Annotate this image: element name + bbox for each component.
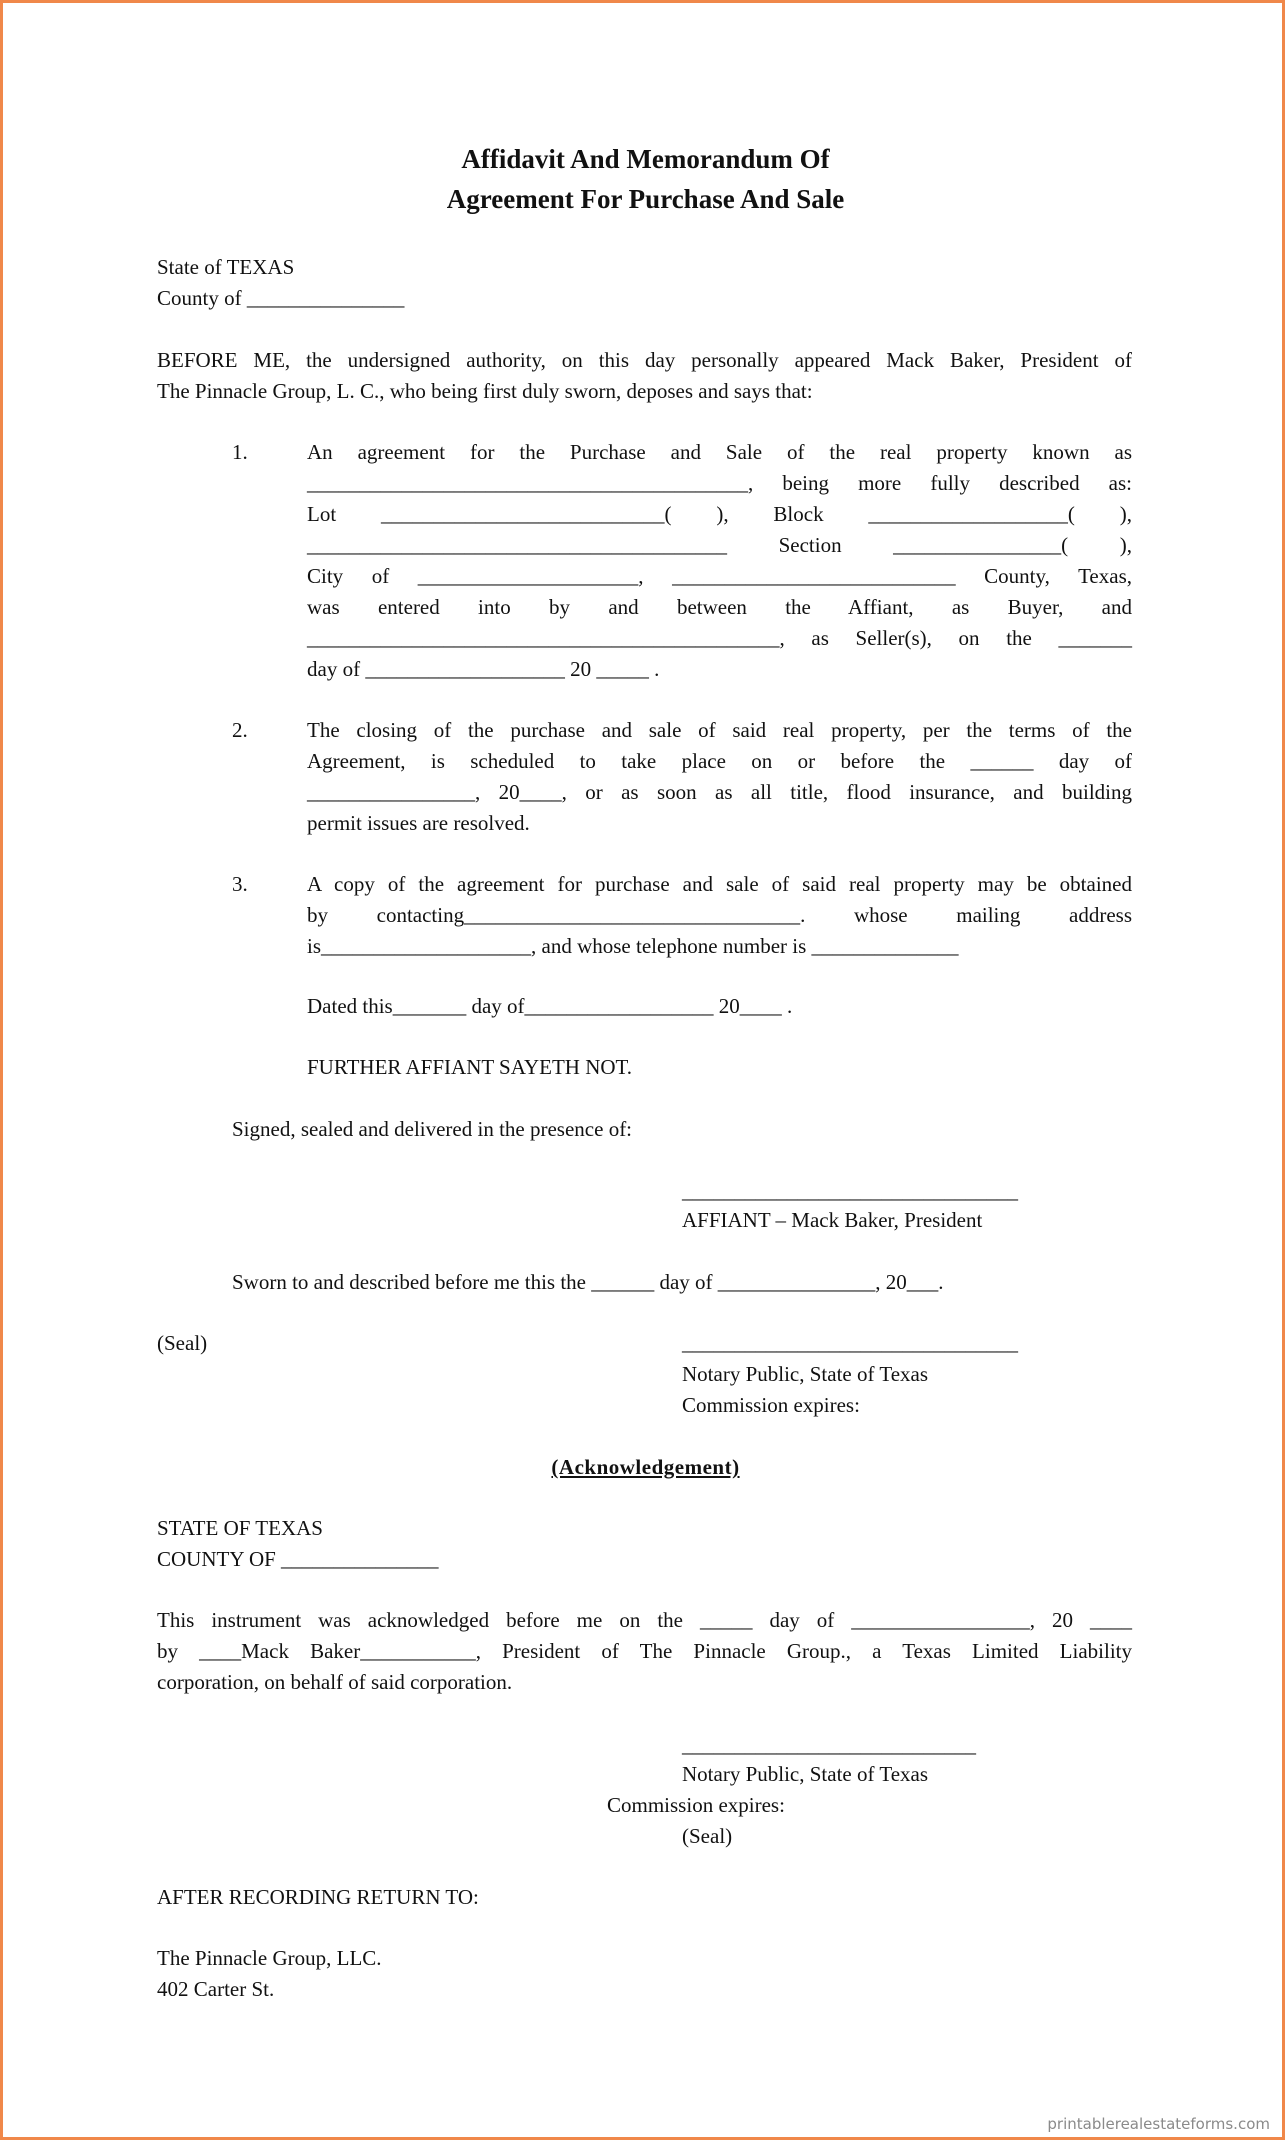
item-1-line: __________________________________________, being more fully described as: xyxy=(307,471,1132,495)
seal-label: (Seal) xyxy=(157,1331,208,1355)
intro-line-2: The Pinnacle Group, L. C., who being first duly sworn, deposes and says that: xyxy=(157,379,813,403)
item-2-line: permit issues are resolved. xyxy=(307,811,530,835)
ack-state-line: STATE OF TEXAS xyxy=(157,1516,323,1540)
further-affiant-line: FURTHER AFFIANT SAYETH NOT. xyxy=(307,1055,633,1079)
ack-notary-label: Notary Public, State of Texas xyxy=(682,1762,929,1786)
watermark-text: printablerealestateforms.com xyxy=(1047,2115,1270,2133)
item-1-line: _____________________________________________, as Seller(s), on the _______ xyxy=(307,626,1132,650)
document-title-line-1: Affidavit And Memorandum Of xyxy=(461,144,830,174)
acknowledgement-heading: (Acknowledgement) xyxy=(551,1455,740,1479)
item-1-line: An agreement for the Purchase and Sale of the real property known as xyxy=(307,440,1132,464)
return-address: 402 Carter St. xyxy=(157,1977,275,2001)
affiant-signature-line: ________________________________ xyxy=(682,1179,1018,1203)
item-3-line: by contacting________________________________. whose mailing address xyxy=(307,903,1132,927)
dated-line: Dated this_______ day of__________________ 20____ . xyxy=(307,994,793,1018)
notary-label: Notary Public, State of Texas xyxy=(682,1362,929,1386)
return-name: The Pinnacle Group, LLC. xyxy=(157,1946,382,1970)
item-2-line: Agreement, is scheduled to take place on or before the ______ day of xyxy=(307,749,1132,773)
item-2-line: The closing of the purchase and sale of said real property, per the terms of the xyxy=(307,718,1132,742)
notary-signature-line: ________________________________ xyxy=(682,1331,1018,1355)
ack-county-line: COUNTY OF _______________ xyxy=(157,1547,439,1571)
ack-commission-label: Commission expires: xyxy=(607,1793,785,1817)
item-3-number: 3. xyxy=(232,872,248,896)
ack-signature-line: ____________________________ xyxy=(682,1733,976,1757)
item-1-line: City of _____________________, ___________________________ County, Texas, xyxy=(307,564,1132,588)
item-1-line: Lot ___________________________( ), Block ___________________( ), xyxy=(307,502,1132,526)
item-3-line: A copy of the agreement for purchase and sale of said real property may be obtained xyxy=(307,872,1132,896)
county-line: County of _______________ xyxy=(157,286,405,310)
item-1-line: was entered into by and between the Affiant, as Buyer, and xyxy=(307,595,1132,619)
ack-line: corporation, on behalf of said corporation. xyxy=(157,1670,513,1694)
signed-presence-line: Signed, sealed and delivered in the presence of: xyxy=(232,1117,633,1141)
affiant-label: AFFIANT – Mack Baker, President xyxy=(682,1208,983,1232)
document-title-line-2: Agreement For Purchase And Sale xyxy=(446,184,845,214)
item-3-line: is____________________, and whose telephone number is ______________ xyxy=(307,934,959,958)
intro-line-1: BEFORE ME, the undersigned authority, on this day personally appeared Mack Baker, President of xyxy=(157,348,1132,372)
item-1-line: ________________________________________ Section ________________( ), xyxy=(307,533,1132,557)
sworn-line: Sworn to and described before me this the ______ day of _______________, 20___. xyxy=(232,1270,944,1294)
item-1-line: day of ___________________ 20 _____ . xyxy=(307,657,660,681)
ack-line: This instrument was acknowledged before me on the _____ day of _________________, 20 ____ xyxy=(157,1608,1132,1632)
ack-seal-label: (Seal) xyxy=(682,1824,733,1848)
commission-label: Commission expires: xyxy=(682,1393,860,1417)
item-2-line: ________________, 20____, or as soon as all title, flood insurance, and building xyxy=(307,780,1132,804)
item-1-number: 1. xyxy=(232,440,248,464)
state-line: State of TEXAS xyxy=(157,255,295,279)
ack-line: by ____Mack Baker___________, President of The Pinnacle Group., a Texas Limited Liability xyxy=(157,1639,1132,1663)
return-heading: AFTER RECORDING RETURN TO: xyxy=(157,1885,479,1909)
item-2-number: 2. xyxy=(232,718,248,742)
